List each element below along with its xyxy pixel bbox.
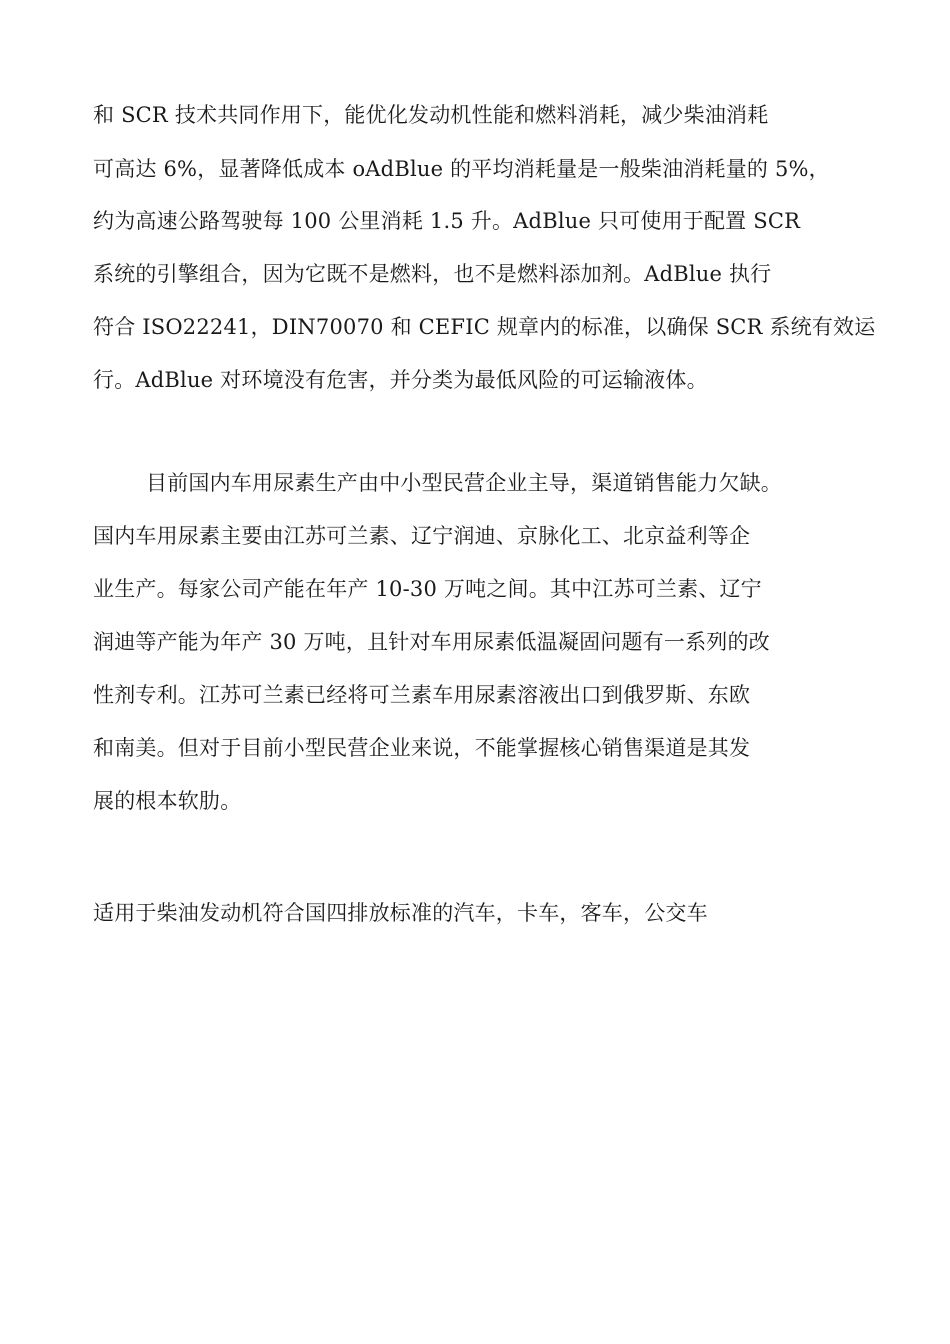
paragraph-2-line-1: 目前国内车用尿素生产由中小型民营企业主导，渠道销售能力欠缺。 — [146, 471, 782, 495]
paragraph-2-line-5: 性剂专利。江苏可兰素已经将可兰素车用尿素溶液出口到俄罗斯、东欧 — [93, 683, 751, 707]
paragraph-1-line-2: 可高达 6%，显著降低成本 oAdBlue 的平均消耗量是一般柴油消耗量的 5%， — [93, 157, 830, 181]
paragraph-2-line-7: 展的根本软肋。 — [93, 789, 242, 813]
paragraph-1-line-6: 行。AdBlue 对环境没有危害，并分类为最低风险的可运输液体。 — [93, 368, 708, 392]
paragraph-2-line-2: 国内车用尿素主要由江苏可兰素、辽宁润迪、京脉化工、北京益利等企 — [93, 524, 751, 548]
paragraph-2-line-6: 和南美。但对于目前小型民营企业来说，不能掌握核心销售渠道是其发 — [93, 736, 751, 760]
paragraph-2-line-3: 业生产。每家公司产能在年产 10-30 万吨之间。其中江苏可兰素、辽宁 — [93, 577, 762, 601]
paragraph-1-line-1: 和 SCR 技术共同作用下，能优化发动机性能和燃料消耗，减少柴油消耗 — [93, 103, 769, 127]
paragraph-3-line-1: 适用于柴油发动机符合国四排放标准的汽车，卡车，客车，公交车 — [93, 901, 708, 925]
paragraph-1-line-5: 符合 ISO22241，DIN70070 和 CEFIC 规章内的标准，以确保 SCR 系统有效运 — [93, 315, 876, 339]
paragraph-2-line-4: 润迪等产能为年产 30 万吨，且针对车用尿素低温凝固问题有一系列的改 — [93, 630, 770, 654]
paragraph-1-line-4: 系统的引擎组合，因为它既不是燃料，也不是燃料添加剂。AdBlue 执行 — [93, 262, 772, 286]
paragraph-1-line-3: 约为高速公路驾驶每 100 公里消耗 1.5 升。AdBlue 只可使用于配置 SCR — [93, 209, 801, 233]
